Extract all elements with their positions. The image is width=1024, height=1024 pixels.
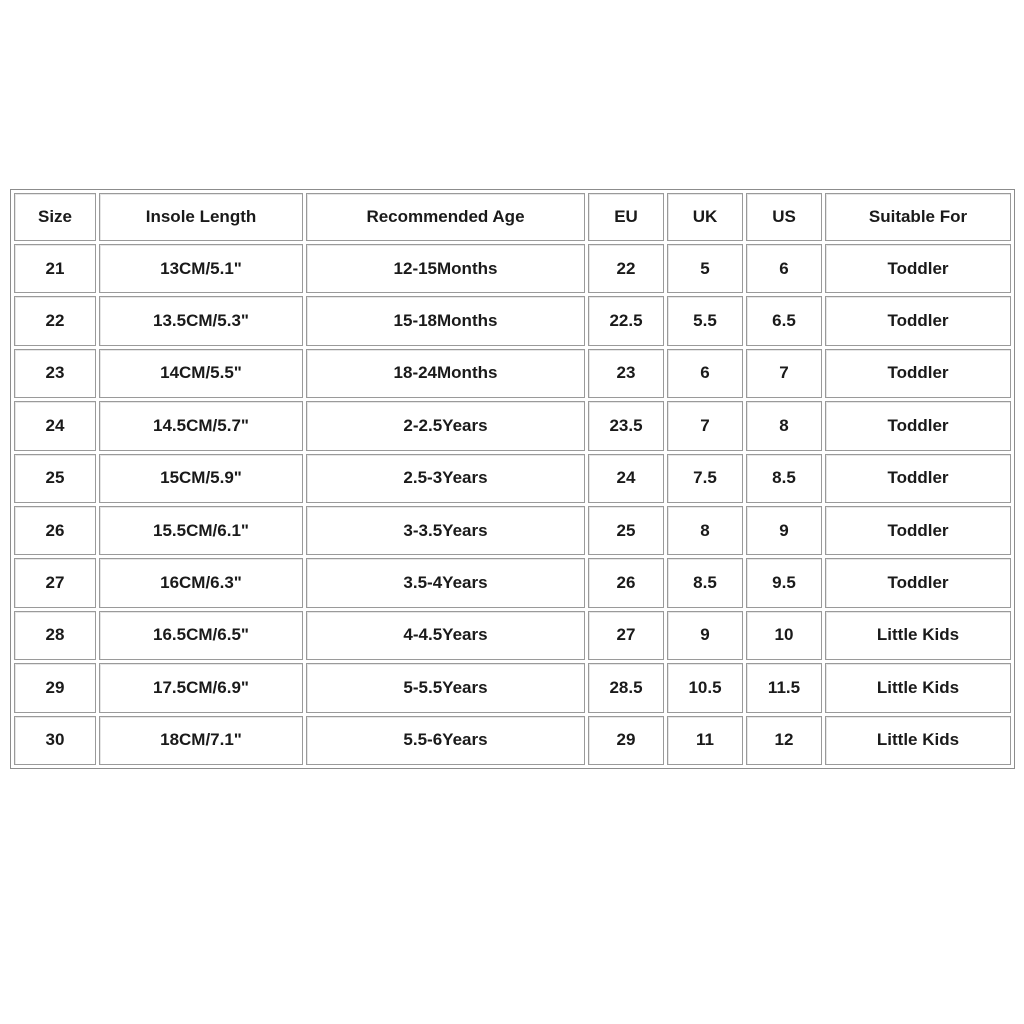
size-cell: 27 xyxy=(14,558,96,607)
eu-cell: 23.5 xyxy=(588,401,664,450)
uk-cell: 5 xyxy=(667,244,743,293)
table-row xyxy=(14,663,1011,712)
table-row xyxy=(14,349,1011,398)
us-cell: 7 xyxy=(746,349,822,398)
suitable-for-cell: Toddler xyxy=(825,349,1011,398)
size-cell: 23 xyxy=(14,349,96,398)
header-recommended-age: Recommended Age xyxy=(306,193,585,241)
table-row xyxy=(14,558,1011,607)
table-row xyxy=(14,716,1011,765)
insole-length-cell: 14CM/5.5" xyxy=(99,349,303,398)
uk-cell: 8 xyxy=(667,506,743,555)
eu-cell: 24 xyxy=(588,454,664,503)
recommended-age-cell: 18-24Months xyxy=(306,349,585,398)
size-cell: 24 xyxy=(14,401,96,450)
size-cell: 30 xyxy=(14,716,96,765)
us-cell: 8 xyxy=(746,401,822,450)
size-cell: 21 xyxy=(14,244,96,293)
insole-length-cell: 17.5CM/6.9" xyxy=(99,663,303,712)
suitable-for-cell: Toddler xyxy=(825,454,1011,503)
us-cell: 12 xyxy=(746,716,822,765)
size-cell: 28 xyxy=(14,611,96,660)
insole-length-cell: 18CM/7.1" xyxy=(99,716,303,765)
size-cell: 29 xyxy=(14,663,96,712)
header-row xyxy=(14,193,1011,241)
uk-cell: 10.5 xyxy=(667,663,743,712)
size-chart-table xyxy=(10,189,1015,769)
uk-cell: 7 xyxy=(667,401,743,450)
insole-length-cell: 13CM/5.1" xyxy=(99,244,303,293)
uk-cell: 7.5 xyxy=(667,454,743,503)
recommended-age-cell: 2-2.5Years xyxy=(306,401,585,450)
uk-cell: 11 xyxy=(667,716,743,765)
insole-length-cell: 15.5CM/6.1" xyxy=(99,506,303,555)
size-cell: 26 xyxy=(14,506,96,555)
suitable-for-cell: Toddler xyxy=(825,558,1011,607)
eu-cell: 28.5 xyxy=(588,663,664,712)
us-cell: 9 xyxy=(746,506,822,555)
suitable-for-cell: Toddler xyxy=(825,506,1011,555)
suitable-for-cell: Little Kids xyxy=(825,716,1011,765)
header-suitable-for: Suitable For xyxy=(825,193,1011,241)
table-row xyxy=(14,244,1011,293)
uk-cell: 6 xyxy=(667,349,743,398)
insole-length-cell: 14.5CM/5.7" xyxy=(99,401,303,450)
header-uk: UK xyxy=(667,193,743,241)
table-row xyxy=(14,611,1011,660)
table-row xyxy=(14,401,1011,450)
eu-cell: 23 xyxy=(588,349,664,398)
recommended-age-cell: 2.5-3Years xyxy=(306,454,585,503)
suitable-for-cell: Toddler xyxy=(825,296,1011,345)
size-cell: 25 xyxy=(14,454,96,503)
header-insole-length: Insole Length xyxy=(99,193,303,241)
recommended-age-cell: 3-3.5Years xyxy=(306,506,585,555)
eu-cell: 22.5 xyxy=(588,296,664,345)
recommended-age-cell: 15-18Months xyxy=(306,296,585,345)
us-cell: 8.5 xyxy=(746,454,822,503)
eu-cell: 29 xyxy=(588,716,664,765)
us-cell: 10 xyxy=(746,611,822,660)
table-row xyxy=(14,454,1011,503)
uk-cell: 9 xyxy=(667,611,743,660)
suitable-for-cell: Little Kids xyxy=(825,611,1011,660)
uk-cell: 5.5 xyxy=(667,296,743,345)
eu-cell: 25 xyxy=(588,506,664,555)
table-body xyxy=(14,244,1011,765)
insole-length-cell: 16.5CM/6.5" xyxy=(99,611,303,660)
us-cell: 6 xyxy=(746,244,822,293)
suitable-for-cell: Toddler xyxy=(825,244,1011,293)
insole-length-cell: 13.5CM/5.3" xyxy=(99,296,303,345)
insole-length-cell: 16CM/6.3" xyxy=(99,558,303,607)
header-eu: EU xyxy=(588,193,664,241)
header-us: US xyxy=(746,193,822,241)
header-size: Size xyxy=(14,193,96,241)
eu-cell: 26 xyxy=(588,558,664,607)
insole-length-cell: 15CM/5.9" xyxy=(99,454,303,503)
eu-cell: 22 xyxy=(588,244,664,293)
table-row xyxy=(14,296,1011,345)
us-cell: 9.5 xyxy=(746,558,822,607)
uk-cell: 8.5 xyxy=(667,558,743,607)
recommended-age-cell: 5.5-6Years xyxy=(306,716,585,765)
recommended-age-cell: 4-4.5Years xyxy=(306,611,585,660)
recommended-age-cell: 5-5.5Years xyxy=(306,663,585,712)
size-cell: 22 xyxy=(14,296,96,345)
us-cell: 6.5 xyxy=(746,296,822,345)
recommended-age-cell: 12-15Months xyxy=(306,244,585,293)
eu-cell: 27 xyxy=(588,611,664,660)
recommended-age-cell: 3.5-4Years xyxy=(306,558,585,607)
us-cell: 11.5 xyxy=(746,663,822,712)
table-row xyxy=(14,506,1011,555)
suitable-for-cell: Toddler xyxy=(825,401,1011,450)
suitable-for-cell: Little Kids xyxy=(825,663,1011,712)
